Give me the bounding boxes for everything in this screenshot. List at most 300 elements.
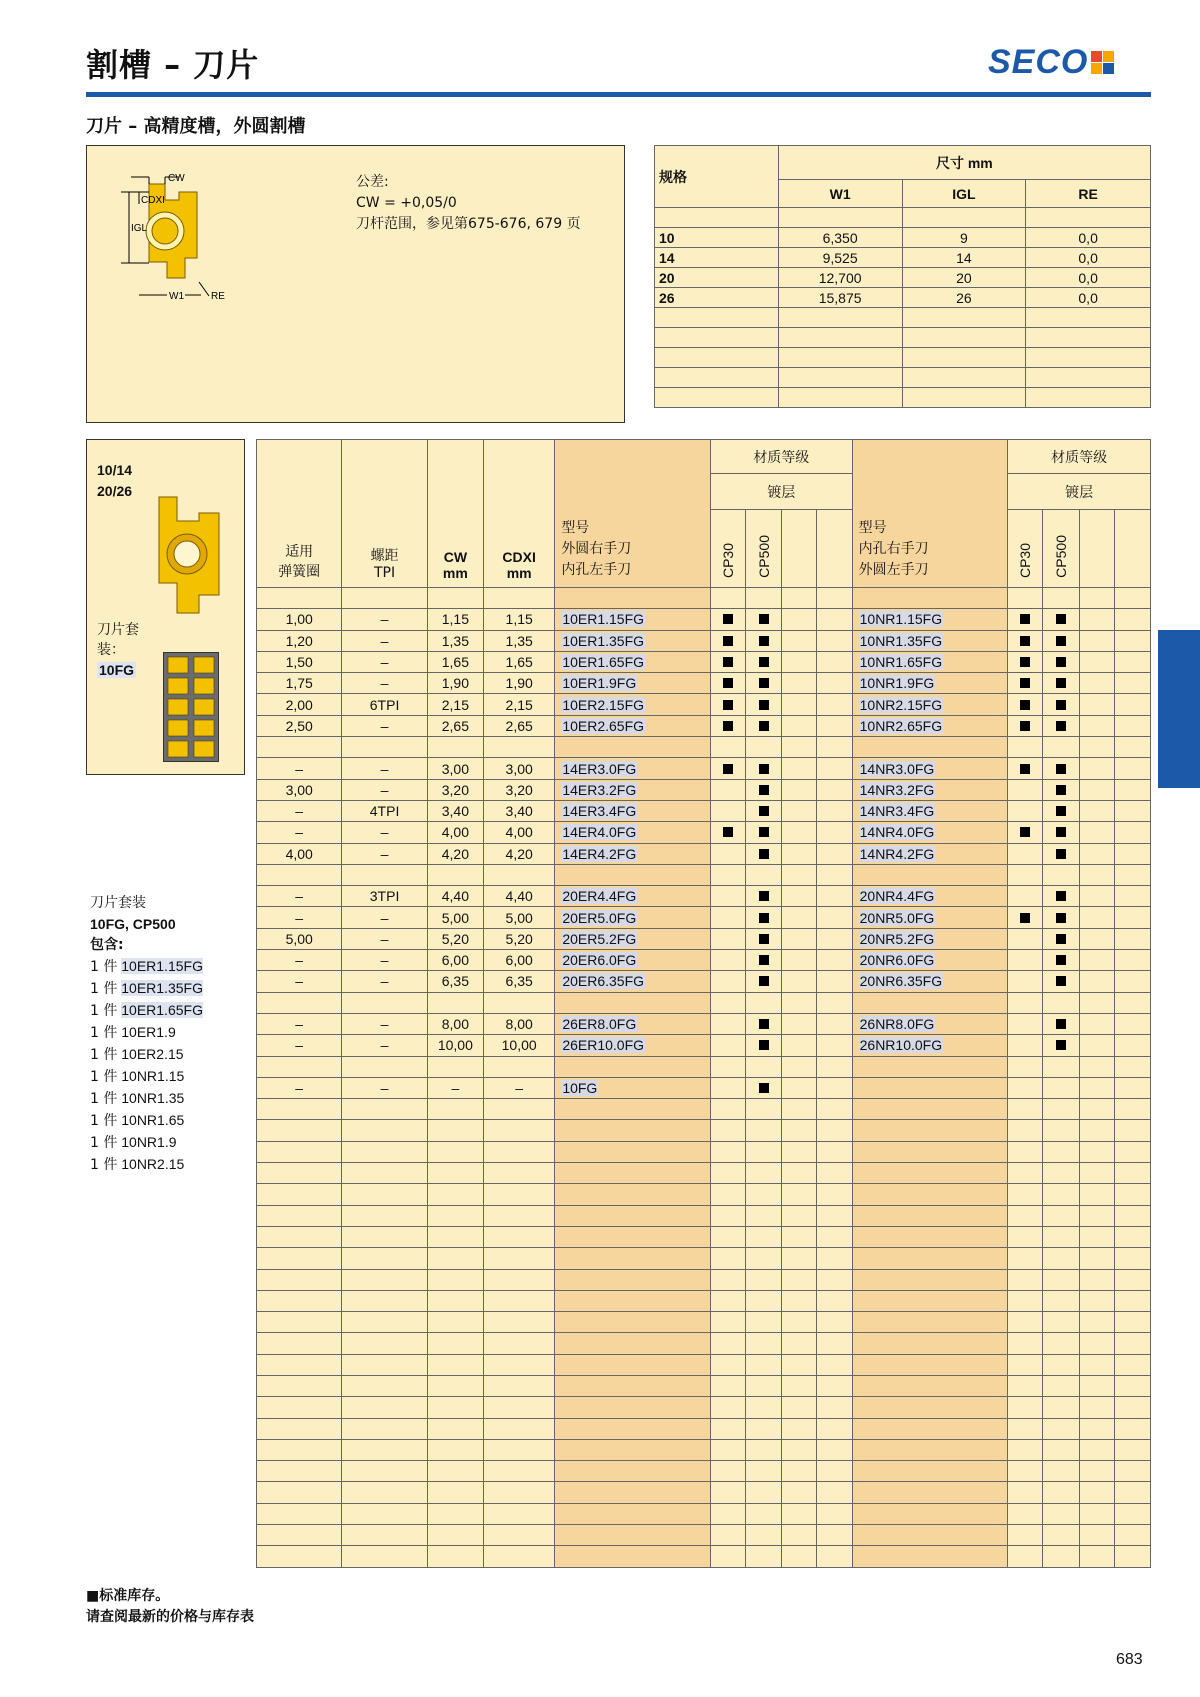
empty-grade-cell xyxy=(817,822,852,843)
type-right-cell xyxy=(852,971,1008,992)
table-row xyxy=(257,822,1151,843)
empty-grade-cell xyxy=(1114,1035,1150,1056)
seco-logo xyxy=(988,44,1114,80)
dim-blank-row xyxy=(655,208,1151,228)
cw-cell: 5,20 xyxy=(427,928,483,949)
empty-grade-cell xyxy=(1079,630,1114,651)
type-left-code: 10ER2.65FG xyxy=(562,717,645,734)
grade-header-left: 材质等级 xyxy=(711,440,853,474)
cw-cell: 4,20 xyxy=(427,843,483,864)
tpi-cell: – xyxy=(342,779,427,800)
brand-name: SECO xyxy=(988,42,1089,81)
type-left-cell xyxy=(555,950,711,971)
type-left-code: 14ER4.2FG xyxy=(562,845,637,862)
cp500-left-cell xyxy=(746,673,782,694)
cp30-left-cell xyxy=(711,971,746,992)
spring-col-header: 适用 弹簧圈 xyxy=(257,440,342,588)
empty-grade-cell xyxy=(1114,673,1150,694)
type-left-cell xyxy=(555,843,711,864)
table-row xyxy=(257,1035,1151,1056)
cp30-right-cell xyxy=(1008,950,1043,971)
cp500-left-cell xyxy=(746,651,782,672)
cp30-right-cell xyxy=(1008,843,1043,864)
cp30-right-cell xyxy=(1008,779,1043,800)
size-line-1: 10/14 xyxy=(97,462,133,478)
stock-mark-icon xyxy=(1056,700,1066,710)
tolerance-block xyxy=(356,172,581,235)
cp30-left-cell xyxy=(711,843,746,864)
cp500-right-cell xyxy=(1043,843,1079,864)
cp30-left-cell xyxy=(711,694,746,715)
spring-cell: 1,75 xyxy=(257,673,342,694)
cp30-right-cell xyxy=(1008,630,1043,651)
type-right-code: 10NR1.35FG xyxy=(859,632,943,649)
table-row xyxy=(257,1077,1151,1098)
cp500-right-cell xyxy=(1043,907,1079,928)
kit-item-qty: 1 件 xyxy=(90,981,118,997)
kit-item-qty: 1 件 xyxy=(90,1113,118,1129)
kit-box-image xyxy=(163,652,219,762)
type-left-cell xyxy=(555,971,711,992)
type-left-cell xyxy=(555,779,711,800)
w1-label: W1 xyxy=(169,291,184,302)
empty-grade-cell xyxy=(817,1013,852,1034)
stock-mark-icon xyxy=(759,934,769,944)
cp30-left-cell xyxy=(711,779,746,800)
type-left-cell xyxy=(555,609,711,630)
stock-mark-icon xyxy=(759,891,769,901)
holder-range-note: 刀杆范围，参见第675-676, 679 页 xyxy=(356,216,581,232)
empty-grade-cell xyxy=(1114,609,1150,630)
table-row xyxy=(257,800,1151,821)
stock-mark-icon xyxy=(759,785,769,795)
empty-grade-cell xyxy=(817,673,852,694)
table-blank-row xyxy=(257,1482,1151,1503)
dim-blank-row xyxy=(655,308,1151,328)
kit-code: 10FG xyxy=(99,662,135,678)
type-right-cell xyxy=(852,843,1008,864)
cw-cell: 1,35 xyxy=(427,630,483,651)
cdxi-cell: 4,40 xyxy=(484,886,555,907)
cp30-left-cell xyxy=(711,907,746,928)
stock-mark-icon xyxy=(723,700,733,710)
table-blank-row xyxy=(257,1141,1151,1162)
stock-mark-icon xyxy=(759,955,769,965)
table-blank-row xyxy=(257,1418,1151,1439)
cp500-left-cell xyxy=(746,1013,782,1034)
cp500-right-cell xyxy=(1043,886,1079,907)
cp30-right-cell xyxy=(1008,928,1043,949)
dim-cell-w1: 9,525 xyxy=(778,248,902,268)
kit-item-qty: 1 件 xyxy=(90,1135,118,1151)
empty-grade-cell xyxy=(782,673,817,694)
stock-mark-icon xyxy=(1056,678,1066,688)
type-right-code: 26NR10.0FG xyxy=(859,1037,943,1054)
tpi-cell: 4TPI xyxy=(342,800,427,821)
cp30-right-cell xyxy=(1008,609,1043,630)
page-number: 683 xyxy=(1116,1651,1143,1668)
table-blank-row xyxy=(257,1099,1151,1120)
dim-blank-row xyxy=(655,348,1151,368)
cp30-right-cell xyxy=(1008,907,1043,928)
type-right-cell xyxy=(852,651,1008,672)
cdxi-cell: 4,00 xyxy=(484,822,555,843)
tolerance-value: CW = +0,05/0 xyxy=(356,195,457,211)
empty-grade-cell xyxy=(782,1013,817,1034)
empty-grade-cell xyxy=(817,950,852,971)
coating-header-right: 镀层 xyxy=(1008,474,1151,510)
size-list xyxy=(97,460,132,502)
cp30-right-cell xyxy=(1008,758,1043,779)
empty-grade-cell xyxy=(817,609,852,630)
kit-item xyxy=(90,1044,203,1066)
cp500-right-cell xyxy=(1043,928,1079,949)
grade-header-right: 材质等级 xyxy=(1008,440,1151,474)
tpi-cell: – xyxy=(342,630,427,651)
table-row xyxy=(257,651,1151,672)
stock-mark-icon xyxy=(1056,976,1066,986)
type-right-code: 14NR4.0FG xyxy=(859,824,935,841)
cp500-left-cell xyxy=(746,609,782,630)
stock-mark-icon xyxy=(1020,657,1030,667)
table-blank-row xyxy=(257,1248,1151,1269)
type-right-cell xyxy=(852,950,1008,971)
cp500-right-cell xyxy=(1043,800,1079,821)
price-note: 请查阅最新的价格与库存表 xyxy=(86,1609,254,1625)
stock-mark-icon xyxy=(1056,913,1066,923)
empty-grade-cell xyxy=(1079,822,1114,843)
cdxi-col-header: CDXI mm xyxy=(484,440,555,588)
stock-mark-icon xyxy=(759,1083,769,1093)
kit-item xyxy=(90,1000,203,1022)
empty-grade-cell xyxy=(782,1035,817,1056)
cp30-right-cell xyxy=(1008,1013,1043,1034)
kit-item-code: 10NR1.15 xyxy=(121,1068,185,1084)
type-left-code: 10ER1.9FG xyxy=(562,675,637,692)
empty-grade-cell xyxy=(782,928,817,949)
table-row xyxy=(257,758,1151,779)
cp500-left-cell xyxy=(746,779,782,800)
stock-mark-icon xyxy=(759,678,769,688)
empty-grade-cell xyxy=(817,1077,852,1098)
inserts-table xyxy=(256,439,1151,1568)
kit-item-qty: 1 件 xyxy=(90,1091,118,1107)
dim-blank-row xyxy=(655,328,1151,348)
table-blank-row xyxy=(257,1290,1151,1311)
cdxi-cell: 3,00 xyxy=(484,758,555,779)
kit-contents-title: 刀片套装 xyxy=(90,895,146,911)
cdxi-cell: 6,00 xyxy=(484,950,555,971)
kit-item-qty: 1 件 xyxy=(90,1003,118,1019)
stock-mark-icon xyxy=(759,976,769,986)
type-right-col-header: 型号 内孔右手刀 外圆左手刀 xyxy=(852,440,1008,588)
spring-cell: – xyxy=(257,1035,342,1056)
type-right-code: 10NR2.65FG xyxy=(859,717,943,734)
type-right-code: 10NR1.65FG xyxy=(859,654,943,671)
type-left-cell xyxy=(555,630,711,651)
kit-item xyxy=(90,1022,203,1044)
empty-grade-cell xyxy=(782,971,817,992)
type-left-cell xyxy=(555,694,711,715)
table-blank-row xyxy=(257,737,1151,758)
empty-grade-cell xyxy=(1079,907,1114,928)
table-row xyxy=(257,928,1151,949)
cp500-right-cell xyxy=(1043,1013,1079,1034)
dim-row xyxy=(655,268,1151,288)
cdxi-cell: 10,00 xyxy=(484,1035,555,1056)
empty-grade-cell xyxy=(782,630,817,651)
igl-col-header: IGL xyxy=(902,180,1026,208)
tpi-cell: – xyxy=(342,1035,427,1056)
empty-grade-cell xyxy=(1114,800,1150,821)
cp500-right-cell xyxy=(1043,758,1079,779)
empty-grade-cell xyxy=(782,800,817,821)
kit-item-qty: 1 件 xyxy=(90,959,118,975)
cw-cell: 5,00 xyxy=(427,907,483,928)
empty-grade-cell xyxy=(1079,758,1114,779)
kit-item xyxy=(90,978,203,1000)
cp30-left-cell xyxy=(711,1013,746,1034)
cp500-right-cell xyxy=(1043,609,1079,630)
cdxi-label: CDXI xyxy=(141,195,165,206)
type-left-cell xyxy=(555,1013,711,1034)
dim-cell-re: 0,0 xyxy=(1026,228,1151,248)
spring-cell: – xyxy=(257,950,342,971)
spring-cell: – xyxy=(257,886,342,907)
cp30-left-cell xyxy=(711,1077,746,1098)
empty-grade-cell xyxy=(782,779,817,800)
kit-item xyxy=(90,1110,203,1132)
cp500-col-header-left: CP500 xyxy=(755,535,772,578)
table-blank-row xyxy=(257,1333,1151,1354)
type-right-cell xyxy=(852,1035,1008,1056)
type-right-cell xyxy=(852,715,1008,736)
empty-grade-cell xyxy=(1079,609,1114,630)
stock-mark-icon xyxy=(759,849,769,859)
type-left-code: 14ER4.0FG xyxy=(562,824,637,841)
empty-grade-cell xyxy=(782,886,817,907)
kit-item-code: 10NR1.65 xyxy=(121,1112,185,1128)
cp500-left-cell xyxy=(746,950,782,971)
insert-dimension-diagram xyxy=(107,170,247,320)
type-right-code: 14NR4.2FG xyxy=(859,845,935,862)
cp30-right-cell xyxy=(1008,886,1043,907)
cp500-right-cell xyxy=(1043,822,1079,843)
empty-grade-cell xyxy=(1114,651,1150,672)
table-row xyxy=(257,715,1151,736)
empty-grade-cell xyxy=(817,971,852,992)
stock-mark-icon xyxy=(1056,1019,1066,1029)
empty-grade-cell xyxy=(782,950,817,971)
table-row xyxy=(257,609,1151,630)
empty-grade-cell xyxy=(782,1077,817,1098)
tpi-cell: 6TPI xyxy=(342,694,427,715)
kit-contents xyxy=(90,893,203,1176)
kit-contents-includes: 包含: xyxy=(90,937,124,953)
empty-grade-cell xyxy=(817,758,852,779)
cdxi-cell: 2,65 xyxy=(484,715,555,736)
stock-mark-icon xyxy=(1056,721,1066,731)
table-blank-row xyxy=(257,1163,1151,1184)
cp500-left-cell xyxy=(746,1035,782,1056)
spring-cell: – xyxy=(257,907,342,928)
cp30-right-cell xyxy=(1008,822,1043,843)
cp500-right-cell xyxy=(1043,1035,1079,1056)
cp500-right-cell xyxy=(1043,673,1079,694)
empty-grade-cell xyxy=(1079,673,1114,694)
cdxi-cell: – xyxy=(484,1077,555,1098)
tpi-cell: – xyxy=(342,715,427,736)
table-row xyxy=(257,673,1151,694)
spring-cell: – xyxy=(257,1077,342,1098)
type-left-code: 10ER1.35FG xyxy=(562,632,645,649)
tpi-cell: – xyxy=(342,907,427,928)
cw-cell: – xyxy=(427,1077,483,1098)
empty-grade-cell xyxy=(1079,950,1114,971)
cp500-left-cell xyxy=(746,758,782,779)
tpi-cell: – xyxy=(342,758,427,779)
empty-grade-cell xyxy=(1114,715,1150,736)
cdxi-cell: 6,35 xyxy=(484,971,555,992)
empty-grade-cell xyxy=(1114,630,1150,651)
table-row xyxy=(257,950,1151,971)
dim-cell-w1: 6,350 xyxy=(778,228,902,248)
kit-item-code: 10ER1.9 xyxy=(121,1024,176,1040)
empty-grade-cell xyxy=(782,907,817,928)
igl-label: IGL xyxy=(131,223,148,234)
cw-cell: 10,00 xyxy=(427,1035,483,1056)
empty-grade-cell xyxy=(1079,971,1114,992)
cp500-left-cell xyxy=(746,694,782,715)
empty-grade-cell xyxy=(817,907,852,928)
cp30-right-cell xyxy=(1008,694,1043,715)
table-row xyxy=(257,630,1151,651)
tpi-cell: – xyxy=(342,651,427,672)
dim-blank-row xyxy=(655,388,1151,408)
table-row xyxy=(257,886,1151,907)
tpi-cell: – xyxy=(342,971,427,992)
spring-cell: – xyxy=(257,758,342,779)
cw-cell: 6,00 xyxy=(427,950,483,971)
size-line-2: 20/26 xyxy=(97,483,133,499)
stock-mark-icon xyxy=(1020,700,1030,710)
dim-cell-spec: 14 xyxy=(655,248,779,268)
section-tab xyxy=(1158,630,1200,788)
empty-grade-cell xyxy=(817,800,852,821)
spring-cell: – xyxy=(257,822,342,843)
empty-grade-cell xyxy=(1114,886,1150,907)
cp30-left-cell xyxy=(711,950,746,971)
empty-grade-cell xyxy=(817,928,852,949)
table-blank-row xyxy=(257,1269,1151,1290)
coating-header-left: 镀层 xyxy=(711,474,853,510)
kit-item-code: 10ER2.15 xyxy=(121,1046,184,1062)
type-right-code: 10NR1.9FG xyxy=(859,675,935,692)
dim-cell-spec: 26 xyxy=(655,288,779,308)
dim-row xyxy=(655,228,1151,248)
stock-mark-icon xyxy=(759,700,769,710)
tolerance-label: 公差: xyxy=(356,174,389,190)
insert-sizes-panel xyxy=(86,439,245,775)
type-left-code: 20ER4.4FG xyxy=(562,888,637,905)
stock-mark-icon xyxy=(1056,657,1066,667)
type-right-code: 20NR5.0FG xyxy=(859,909,935,926)
spring-cell: – xyxy=(257,800,342,821)
tpi-cell: – xyxy=(342,1013,427,1034)
cp30-right-cell xyxy=(1008,971,1043,992)
stock-mark-icon xyxy=(1056,785,1066,795)
cp30-right-cell xyxy=(1008,673,1043,694)
stock-mark-icon xyxy=(759,827,769,837)
empty-grade-cell xyxy=(1079,1013,1114,1034)
dim-blank-row xyxy=(655,368,1151,388)
cp500-right-cell xyxy=(1043,779,1079,800)
cp500-left-cell xyxy=(746,800,782,821)
table-blank-row xyxy=(257,1184,1151,1205)
stock-mark-icon xyxy=(1020,764,1030,774)
spec-header: 规格 xyxy=(655,146,779,208)
spring-cell: 3,00 xyxy=(257,779,342,800)
tpi-cell: – xyxy=(342,673,427,694)
type-left-cell xyxy=(555,928,711,949)
dim-row xyxy=(655,248,1151,268)
type-left-code: 20ER5.2FG xyxy=(562,930,637,947)
type-right-code: 10NR1.15FG xyxy=(859,611,943,628)
cdxi-cell: 1,15 xyxy=(484,609,555,630)
dim-cell-igl: 9 xyxy=(902,228,1026,248)
type-left-code: 10FG xyxy=(562,1079,598,1096)
cw-cell: 6,35 xyxy=(427,971,483,992)
empty-grade-cell xyxy=(817,651,852,672)
cp500-left-cell xyxy=(746,928,782,949)
type-right-code: 26NR8.0FG xyxy=(859,1016,935,1033)
type-right-cell xyxy=(852,1013,1008,1034)
type-right-cell xyxy=(852,673,1008,694)
empty-grade-cell xyxy=(1114,694,1150,715)
stock-mark-icon xyxy=(723,614,733,624)
cw-cell: 8,00 xyxy=(427,1013,483,1034)
cw-cell: 3,20 xyxy=(427,779,483,800)
empty-grade-cell xyxy=(1114,1013,1150,1034)
cp30-left-cell xyxy=(711,800,746,821)
dim-cell-spec: 10 xyxy=(655,228,779,248)
cw-cell: 3,40 xyxy=(427,800,483,821)
spring-cell: 5,00 xyxy=(257,928,342,949)
empty-grade-cell xyxy=(1114,822,1150,843)
cdxi-cell: 1,90 xyxy=(484,673,555,694)
table-blank-row xyxy=(257,588,1151,609)
type-right-cell xyxy=(852,1077,1008,1098)
type-left-code: 10ER2.15FG xyxy=(562,696,645,713)
empty-grade-cell xyxy=(1114,758,1150,779)
cp30-left-cell xyxy=(711,928,746,949)
stock-mark-icon xyxy=(1020,678,1030,688)
stock-mark-icon xyxy=(1020,721,1030,731)
empty-grade-cell xyxy=(1114,950,1150,971)
stock-mark-icon xyxy=(1056,1040,1066,1050)
empty-grade-cell xyxy=(1079,715,1114,736)
stock-mark-icon xyxy=(1056,827,1066,837)
cp30-left-cell xyxy=(711,609,746,630)
insert-image xyxy=(157,495,227,615)
table-blank-row xyxy=(257,992,1151,1013)
header-rule xyxy=(86,92,1151,97)
cp30-left-cell xyxy=(711,758,746,779)
stock-mark-icon xyxy=(1020,913,1030,923)
cdxi-cell: 2,15 xyxy=(484,694,555,715)
spring-cell: 1,50 xyxy=(257,651,342,672)
cp500-left-cell xyxy=(746,630,782,651)
